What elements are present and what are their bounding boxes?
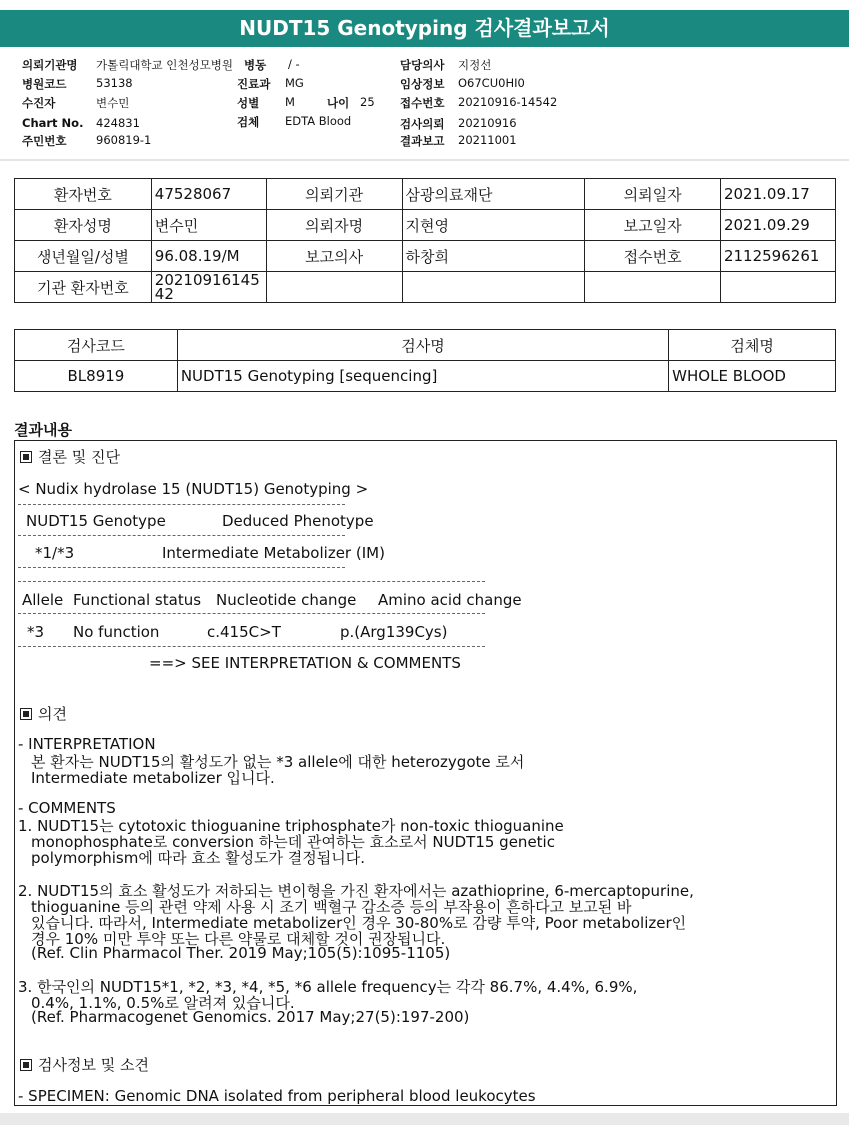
specimen-label: 검체 xyxy=(237,115,260,129)
cell-label: 접수번호 xyxy=(585,241,721,272)
empty-cell xyxy=(720,272,835,303)
report-label: 결과보고 xyxy=(400,134,445,148)
req-value: 20210916 xyxy=(458,116,517,130)
cell-label: 의뢰기관 xyxy=(266,179,402,210)
nuc-value: c.415C>T xyxy=(207,623,281,641)
comments-title: - COMMENTS xyxy=(18,799,116,817)
report-title: NUDT15 Genotyping 검사결과보고서 xyxy=(0,10,849,47)
column-header: 검체명 xyxy=(669,330,836,361)
inst-value: 가톨릭대학교 인천성모병원 xyxy=(96,58,233,72)
value-line: 20210916145 xyxy=(154,271,260,289)
testinfo-title: 검사정보 및 소견 xyxy=(38,1056,149,1074)
empty-cell xyxy=(585,272,721,303)
comment-line: 1. NUDT15는 cytotoxic thioguanine triphosphate가 non-toxic thioguanine xyxy=(18,817,564,835)
chart-label: Chart No. xyxy=(22,116,84,130)
sex-label: 성별 xyxy=(237,96,260,110)
result-box xyxy=(14,440,837,1106)
comment-line: 있습니다. 따라서, Intermediate metabolizer인 경우 30-80%로 감량 투약, Poor metabolizer인 xyxy=(31,914,687,932)
divider xyxy=(18,581,485,582)
opinion-title: 의견 xyxy=(38,705,67,723)
comment-line: polymorphism에 따라 효소 활성도가 결정됩니다. xyxy=(31,849,366,867)
interp-line: 본 환자는 NUDT15의 활성도가 없는 *3 allele에 대한 heterozygote 로서 xyxy=(31,753,525,771)
cell-value: 2112596261 xyxy=(720,241,835,272)
comment-line: 0.4%, 1.1%, 0.5%로 알려져 있습니다. xyxy=(31,994,295,1012)
table-row xyxy=(15,241,836,272)
ward-label: 병동 xyxy=(244,58,267,72)
rrn-label: 주민번호 xyxy=(22,134,67,148)
gene-title: < Nudix hydrolase 15 (NUDT15) Genotyping > xyxy=(18,480,369,498)
table-row xyxy=(15,272,836,303)
allele-value: *3 xyxy=(27,623,45,641)
cell-label: 의뢰자명 xyxy=(266,210,402,241)
comment-line: (Ref. Clin Pharmacol Ther. 2019 May;105(5):1095-1105) xyxy=(31,944,451,962)
geno-header: NUDT15 Genotype xyxy=(26,512,166,530)
test-table xyxy=(14,329,836,392)
aa-value: p.(Arg139Cys) xyxy=(340,623,448,641)
ward-value: / - xyxy=(288,57,300,71)
table-header-row xyxy=(15,330,836,361)
header-divider xyxy=(0,159,849,161)
conclusion-title: 결론 및 진단 xyxy=(38,448,120,466)
page-bottom-band xyxy=(0,1113,849,1125)
comment-line: (Ref. Pharmacogenet Genomics. 2017 May;27(5):197-200) xyxy=(31,1008,470,1026)
age-label: 나이 xyxy=(327,96,350,110)
cell-label: 환자성명 xyxy=(15,210,152,241)
cell-label: 기관 환자번호 xyxy=(15,272,152,303)
patient-info-table xyxy=(14,178,836,303)
patient-value: 변수민 xyxy=(96,96,130,110)
receipt-label: 접수번호 xyxy=(400,96,445,110)
square-bullet-icon xyxy=(20,708,32,720)
column-header: 검사코드 xyxy=(15,330,178,361)
comment-line: thioguanine 등의 관련 약제 사용 시 조기 백혈구 감소증 등의 부작용이 흔하다고 보고된 바 xyxy=(31,898,632,916)
req-label: 검사의뢰 xyxy=(400,117,445,131)
pheno-value: Intermediate Metabolizer (IM) xyxy=(162,544,385,562)
cell-value: 하창희 xyxy=(402,241,585,272)
geno-value: *1/*3 xyxy=(35,544,75,562)
specimen-value: EDTA Blood xyxy=(285,114,352,128)
doctor-value: 지정선 xyxy=(458,58,492,72)
cell-value: 2021.09.29 xyxy=(720,210,835,241)
column-header: 검사명 xyxy=(177,330,668,361)
patient-label: 수진자 xyxy=(22,96,56,110)
divider xyxy=(18,504,345,505)
result-section-title: 결과내용 xyxy=(14,421,72,439)
comment-line: 경우 10% 미만 투약 또는 다른 약물로 대체할 것이 권장됩니다. xyxy=(31,930,446,948)
doctor-label: 담당의사 xyxy=(400,58,445,72)
pheno-header: Deduced Phenotype xyxy=(222,512,374,530)
comment-line: monophosphate로 conversion 하는데 관여하는 효소로서 NUDT15 genetic xyxy=(31,833,555,851)
receipt-value: 20210916-14542 xyxy=(458,95,558,109)
inst-label: 의뢰기관명 xyxy=(22,58,78,72)
cell-value: 지현영 xyxy=(402,210,585,241)
clinical-label: 임상정보 xyxy=(400,77,445,91)
code-value: 53138 xyxy=(96,76,133,90)
square-bullet-icon xyxy=(20,1059,32,1071)
cell-label: 보고일자 xyxy=(585,210,721,241)
cell-value: 변수민 xyxy=(151,210,266,241)
cell-label: 생년월일/성별 xyxy=(15,241,152,272)
specimen-line: - SPECIMEN: Genomic DNA isolated from peripheral blood leukocytes xyxy=(18,1087,536,1105)
divider xyxy=(18,567,345,568)
interp-line: Intermediate metabolizer 입니다. xyxy=(31,769,275,787)
table-row xyxy=(15,210,836,241)
cell-label: 의뢰일자 xyxy=(585,179,721,210)
age-value: 25 xyxy=(360,95,375,109)
cell-value: NUDT15 Genotyping [sequencing] xyxy=(177,361,668,392)
comment-line: 3. 한국인의 NUDT15*1, *2, *3, *4, *5, *6 allele frequency는 각각 86.7%, 4.4%, 6.9%, xyxy=(18,978,638,996)
sex-value: M xyxy=(285,95,295,109)
square-bullet-icon xyxy=(20,451,32,463)
cell-value: BL8919 xyxy=(15,361,178,392)
divider xyxy=(18,613,485,614)
clinical-value: O67CU0HI0 xyxy=(458,76,525,90)
divider xyxy=(18,646,485,647)
code-label: 병원코드 xyxy=(22,77,67,91)
empty-cell xyxy=(402,272,585,303)
func-header: Functional status xyxy=(73,591,202,609)
allele-header: Allele xyxy=(22,591,64,609)
nuc-header: Nucleotide change xyxy=(216,591,357,609)
cell-value: 96.08.19/M xyxy=(151,241,266,272)
rrn-value: 960819-1 xyxy=(96,133,152,147)
interp-title: - INTERPRETATION xyxy=(18,735,156,753)
cell-value xyxy=(151,272,266,303)
cell-label: 환자번호 xyxy=(15,179,152,210)
comment-line: 2. NUDT15의 효소 활성도가 저하되는 변이형을 가진 환자에서는 azathioprine, 6-mercaptopurine, xyxy=(18,882,694,900)
see-comments-text: ==> SEE INTERPRETATION & COMMENTS xyxy=(149,654,461,672)
aa-header: Amino acid change xyxy=(378,591,522,609)
cell-value: 2021.09.17 xyxy=(720,179,835,210)
cell-value: WHOLE BLOOD xyxy=(669,361,836,392)
table-row xyxy=(15,361,836,392)
table-row xyxy=(15,179,836,210)
func-value: No function xyxy=(73,623,160,641)
divider xyxy=(18,535,345,536)
dept-label: 진료과 xyxy=(237,77,271,91)
chart-value: 424831 xyxy=(96,116,140,130)
cell-value: 47528067 xyxy=(151,179,266,210)
cell-value: 삼광의료재단 xyxy=(402,179,585,210)
report-value: 20211001 xyxy=(458,133,517,147)
cell-label: 보고의사 xyxy=(266,241,402,272)
dept-value: MG xyxy=(285,76,304,90)
value-line: 42 xyxy=(154,285,174,303)
empty-cell xyxy=(266,272,402,303)
